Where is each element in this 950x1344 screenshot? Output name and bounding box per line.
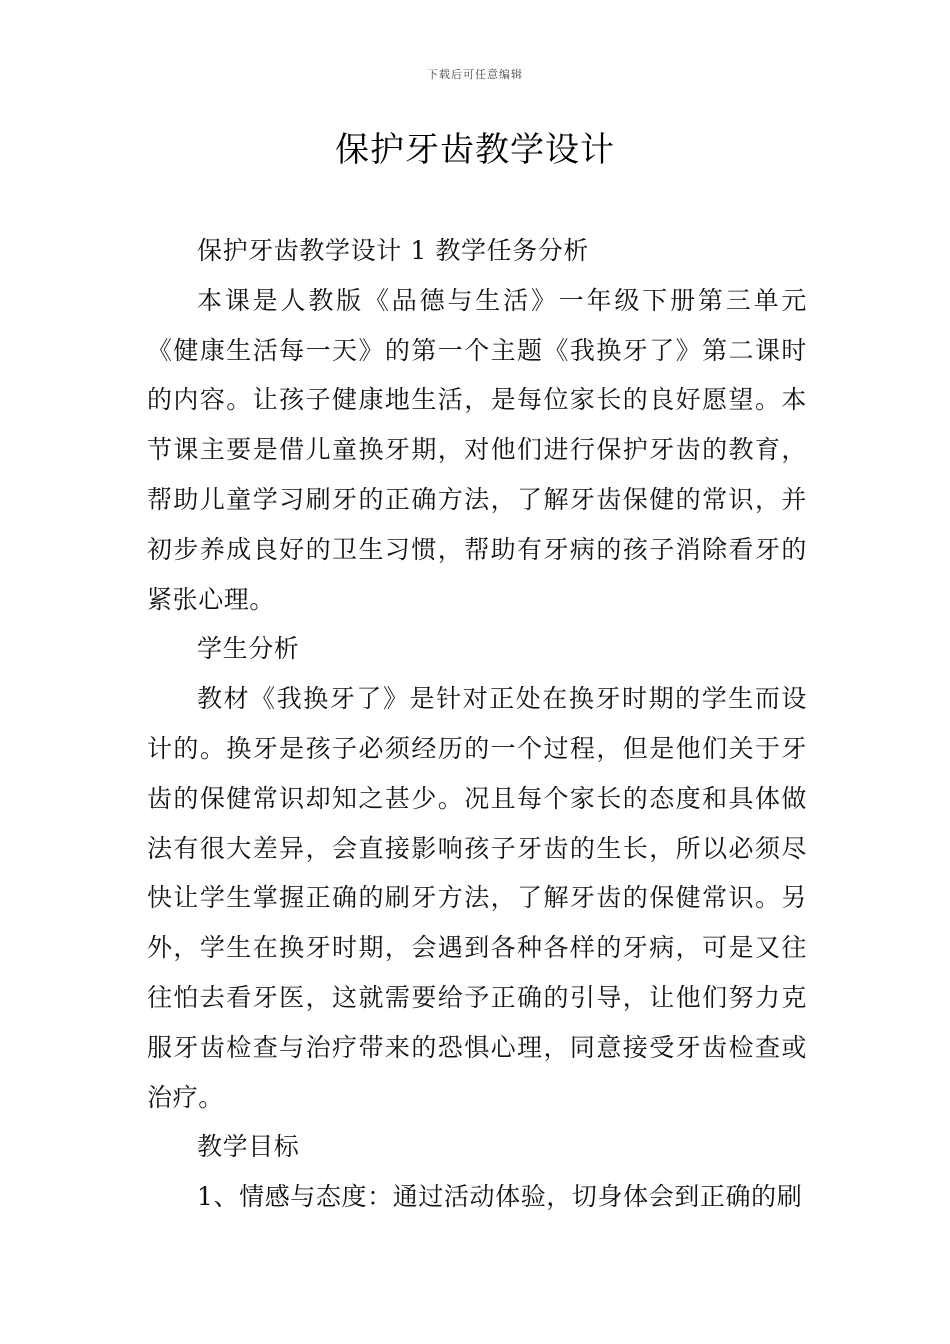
document-body [147,226,807,1222]
section-heading-student-analysis: 学生分析 [197,634,300,664]
section-heading-teaching-goals: 教学目标 [197,1132,300,1162]
header-note: 下载后可任意编辑 [427,68,523,81]
document-title: 保护牙齿教学设计 [335,130,615,170]
paragraph-task-analysis: 本课是人教版《品德与生活》一年级下册第三单元《健康生活每一天》的第一个主题《我换牙了》第二课时的内容。让孩子健康地生活，是每位家长的良好愿望。本节课主要是借儿童换牙期，对他们进行保护牙齿的教育，帮助儿童学习刷牙的正确方法，了解牙齿保健的常识，并初步养成良好的卫生习惯，帮助有牙病的孩子消除看牙的紧张心理。 [147,285,807,614]
section-heading-task-analysis: 保护牙齿教学设计 1 教学任务分析 [197,236,590,265]
paragraph-student-analysis: 教材《我换牙了》是针对正处在换牙时期的学生而设计的。换牙是孩子必须经历的一个过程，但是他们关于牙齿的保健常识却知之甚少。况且每个家长的态度和具体做法有很大差异，会直接影响孩子牙齿的生长，所以必须尽快让学生掌握正确的刷牙方法，了解牙齿的保健常识。另外，学生在换牙时期，会遇到各种各样的牙病，可是又往往怕去看牙医，这就需要给予正确的引导，让他们努力克服牙齿检查与治疗带来的恐惧心理，同意接受牙齿检查或治疗。 [147,684,807,1112]
paragraph-teaching-goals: 1、情感与态度：通过活动体验，切身体会到正确的刷 [197,1182,803,1212]
